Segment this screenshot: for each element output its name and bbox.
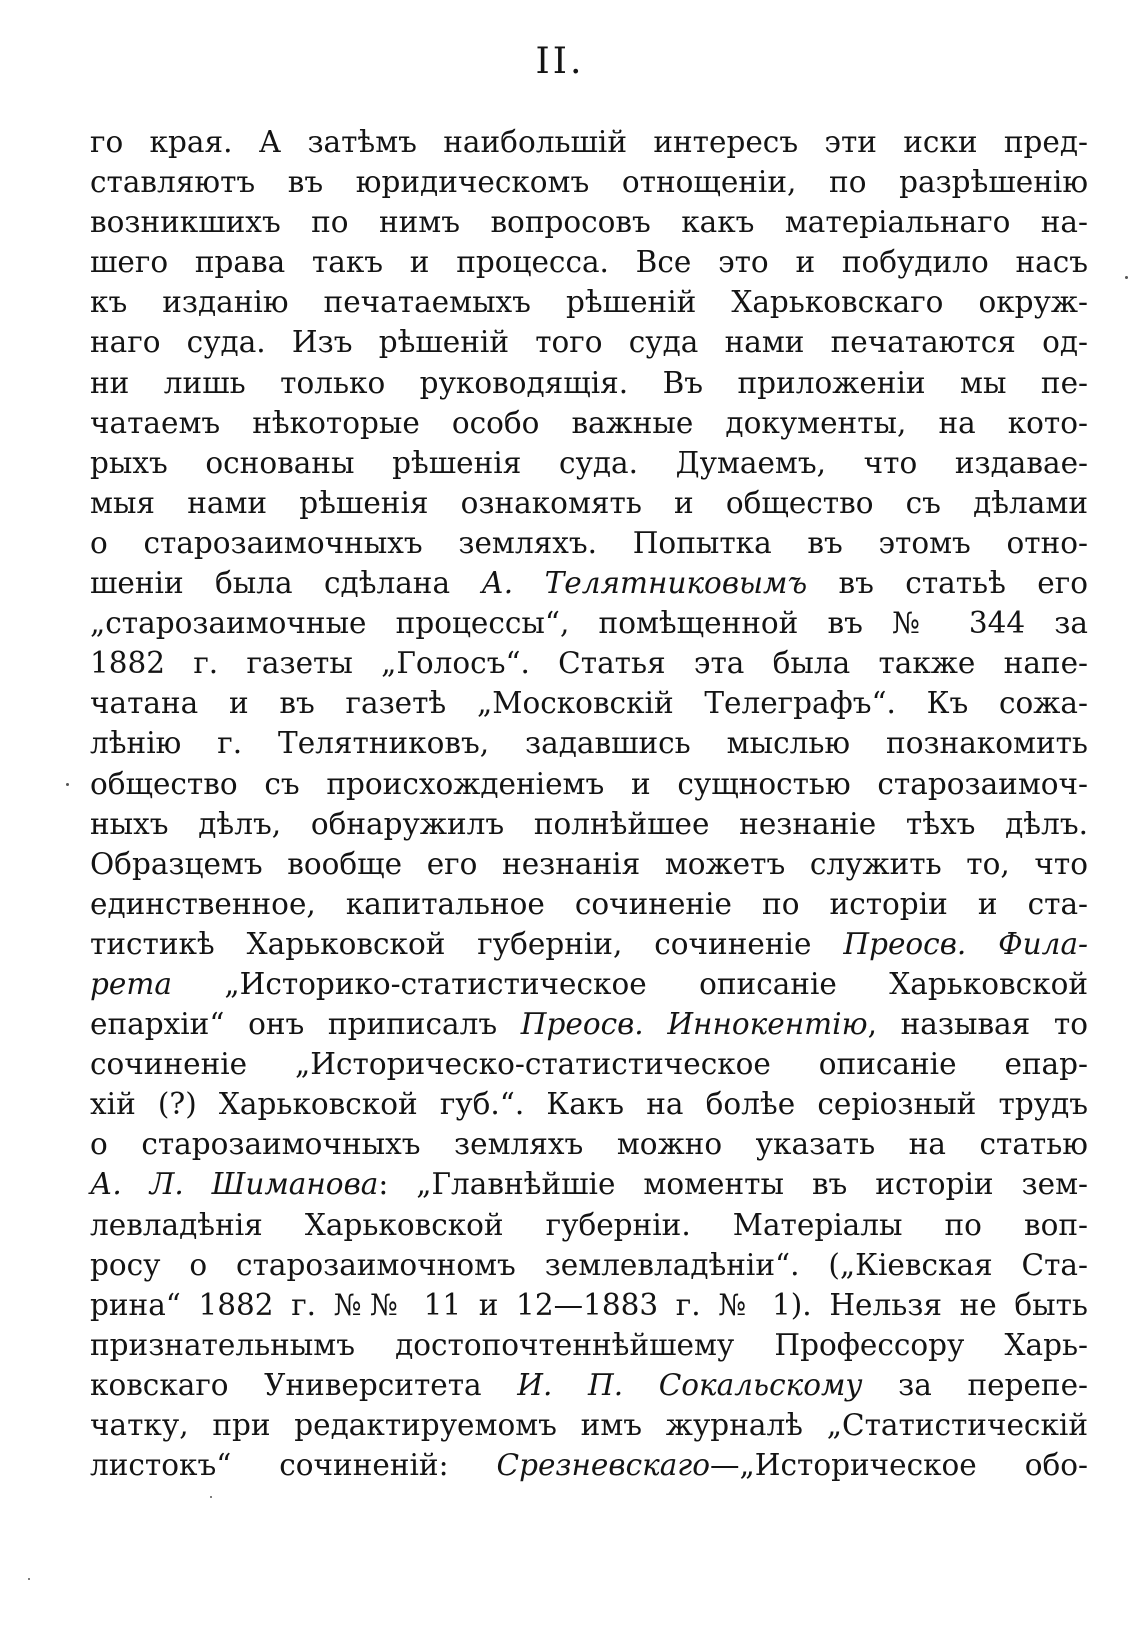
text-span: шего права такъ и процесса. Все это и побудило насъ <box>90 245 1088 280</box>
text-line <box>90 683 1088 723</box>
page-number: II. <box>535 41 585 82</box>
text-line <box>90 764 1088 804</box>
text-line <box>90 242 1088 282</box>
text-line <box>90 844 1088 884</box>
text-line <box>90 643 1088 683</box>
text-line <box>90 1084 1088 1124</box>
text-line <box>90 322 1088 362</box>
text-line <box>90 964 1088 1004</box>
text-line <box>90 1044 1088 1084</box>
text-line <box>90 202 1088 242</box>
text-line <box>90 723 1088 763</box>
text-span: тистикѣ Харьковской губерніи, сочиненіе <box>90 926 844 961</box>
text-span: 1882 г. газеты „Голосъ“. Статья эта была также напе- <box>90 646 1088 681</box>
text-span: единственное, капитальное сочиненіе по исторіи и ста- <box>90 886 1088 921</box>
text-line <box>90 1325 1088 1365</box>
text-span: чатку, при редактируемомъ имъ журналѣ „Статистическій <box>90 1408 1088 1442</box>
text-span: чатаемъ нѣкоторые особо важные документы, на кото- <box>90 405 1088 440</box>
text-line <box>90 483 1088 523</box>
text-line <box>90 924 1088 964</box>
text-span: о старозаимочныхъ земляхъ. Попытка въ этомъ отно- <box>90 525 1088 560</box>
text-span: —„Историческое обо- <box>709 1448 1088 1483</box>
text-span: листокъ“ сочиненій: <box>90 1448 497 1483</box>
text-line <box>90 1365 1088 1405</box>
text-line <box>90 1245 1088 1285</box>
body-text <box>90 122 1088 1485</box>
text-span: ни лишь только руководящія. Въ приложеніи мы пе- <box>90 365 1088 400</box>
text-line <box>90 1405 1088 1445</box>
text-line <box>90 1205 1088 1245</box>
text-span: ставляютъ въ юридическомъ отнощеніи, по разрѣшенію <box>90 165 1088 200</box>
text-span: признательнымъ достопочтеннѣйшему Профессору Харь- <box>90 1327 1088 1362</box>
text-line <box>90 603 1088 643</box>
italic-author-name: А. Л. Шиманова <box>90 1167 379 1202</box>
text-span: шеніи была сдѣлана <box>90 566 482 601</box>
text-line <box>90 1004 1088 1044</box>
text-span: росу о старозаимочномъ землевладѣніи“. („Кіевская Ста- <box>90 1247 1088 1282</box>
text-span: , называя то <box>867 1007 1088 1042</box>
text-span: о старозаимочныхъ земляхъ можно указать на статью <box>90 1127 1088 1162</box>
text-line <box>90 122 1088 162</box>
text-span: возникшихъ по нимъ вопросовъ какъ матеріальнаго на- <box>90 205 1088 240</box>
italic-author-name: Срезневскаго <box>496 1448 710 1483</box>
text-span: Образцемъ вообще его незнанія можетъ служить то, что <box>90 846 1088 881</box>
text-line <box>90 363 1088 403</box>
text-span: мыя нами рѣшенія ознакомять и общество съ дѣлами <box>90 485 1088 520</box>
text-line <box>90 403 1088 443</box>
text-line <box>90 1164 1088 1204</box>
text-span: общество съ происхожденіемъ и сущностью старозаимоч- <box>90 766 1088 801</box>
text-span: къ изданію печатаемыхъ рѣшеній Харьковскаго окруж- <box>90 285 1088 320</box>
scan-speck <box>66 783 69 786</box>
text-span: левладѣнія Харьковской губерніи. Матеріалы по воп- <box>90 1207 1088 1242</box>
scan-speck <box>28 1578 30 1580</box>
text-line <box>90 1285 1088 1325</box>
italic-author-name: А. Телятниковымъ <box>481 566 808 601</box>
text-line <box>90 884 1088 924</box>
scan-speck <box>1125 276 1128 279</box>
text-line <box>90 162 1088 202</box>
text-span: наго суда. Изъ рѣшеній того суда нами печатаются од- <box>90 325 1088 360</box>
text-line <box>90 1445 1088 1485</box>
text-span: рина“ 1882 г. №№ 11 и 12—1883 г. № 1). Нельзя не быть <box>90 1287 1088 1322</box>
text-line <box>90 1124 1088 1164</box>
italic-author-name: Преосв. Иннокентію <box>520 1007 868 1042</box>
text-span: епархіи“ онъ приписалъ <box>90 1007 521 1042</box>
text-line <box>90 282 1088 322</box>
text-span: „старозаимочные процессы“, помѣщенной въ № 344 за <box>90 606 1088 641</box>
text-span: лѣнію г. Телятниковъ, задавшись мыслью познакомить <box>90 726 1088 761</box>
text-span: сочиненіе „Историческо-статистическое описаніе епар- <box>90 1047 1088 1082</box>
italic-author-name: рета <box>90 966 172 1001</box>
italic-author-name: И. П. Сокальскому <box>517 1367 863 1402</box>
text-line <box>90 523 1088 563</box>
text-span: : „Главнѣйшіе моменты въ исторіи зем- <box>378 1167 1088 1202</box>
text-span: въ статьѣ его <box>807 566 1088 601</box>
text-span: ковскаго Университета <box>90 1367 518 1402</box>
scan-speck <box>210 1496 212 1498</box>
text-span: рыхъ основаны рѣшенія суда. Думаемъ, что издавае- <box>90 445 1088 480</box>
text-span: „Историко-статистическое описаніе Харьковской <box>171 966 1088 1001</box>
text-line <box>90 804 1088 844</box>
text-span: го края. А затѣмъ наибольшій интересъ эти иски пред- <box>90 125 1088 159</box>
text-line <box>90 563 1088 603</box>
text-span: за перепе- <box>862 1367 1088 1402</box>
text-span: чатана и въ газетѣ „Московскій Телеграфъ“. Къ сожа- <box>90 686 1088 721</box>
text-span: хій (?) Харьковской губ.“. Какъ на болѣе серіозный трудъ <box>90 1087 1088 1122</box>
text-span: ныхъ дѣлъ, обнаружилъ полнѣйшее незнаніе тѣхъ дѣлъ. <box>90 806 1088 841</box>
text-line <box>90 443 1088 483</box>
italic-author-name: Преосв. Фила- <box>843 926 1088 961</box>
